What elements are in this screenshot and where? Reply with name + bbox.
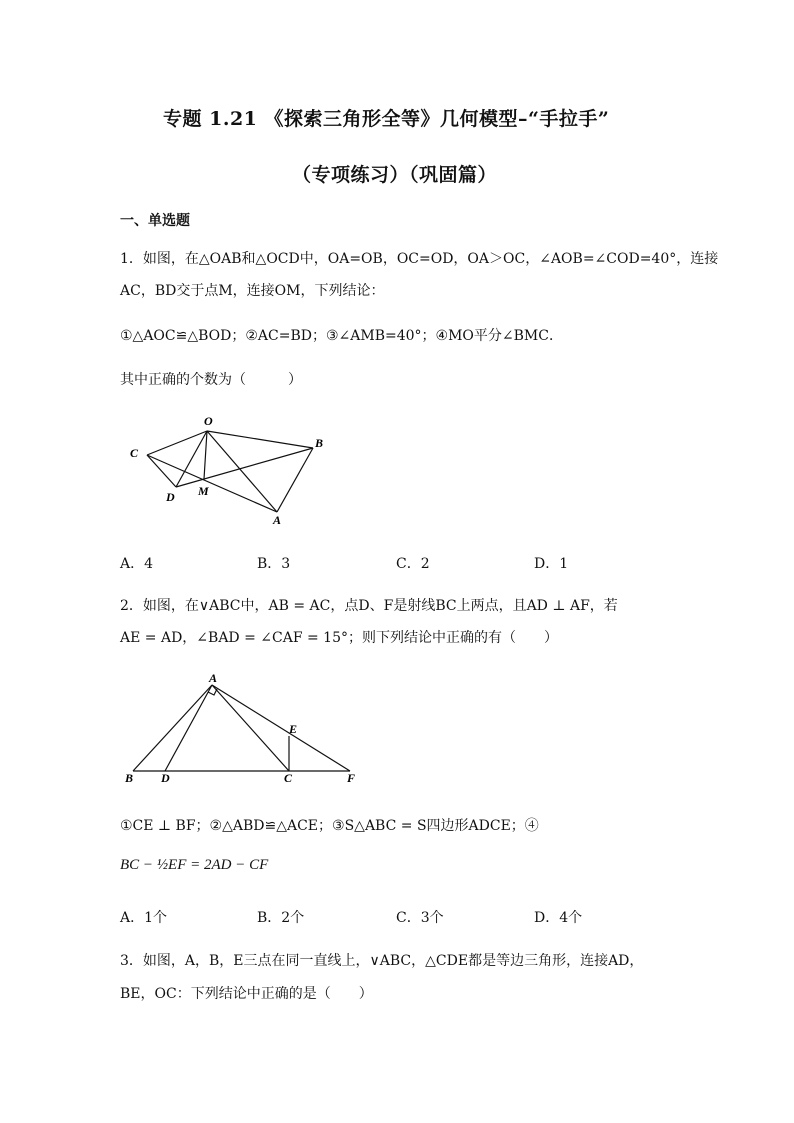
q2-conclusions-line1: ①CE ⊥ BF；②△ABD≌△ACE；③S△ABC = S四边形ADCE；④ (120, 818, 539, 834)
q2-option-d[interactable]: D．4个 (534, 910, 583, 926)
q2-conclusions-line2: BC − ½EF = 2AD − CF (120, 857, 269, 873)
q1-option-a[interactable]: A．4 (120, 556, 154, 572)
q3-line2: BE，OC：下列结论中正确的是（ ） (120, 986, 373, 1002)
label-C: C (284, 771, 293, 785)
q3-line1: 3．如图，A，B，E三点在同一直线上，∨ABC，△CDE都是等边三角形，连接AD， (120, 953, 644, 969)
segment-BD (176, 448, 313, 487)
label-A: A (209, 671, 218, 685)
segment-OA (207, 431, 277, 512)
q2-option-a[interactable]: A．1个 (120, 910, 168, 926)
q1-conclusions: ①△AOC≌△BOD；②AC=BD；③∠AMB=40°；④MO平分∠BMC． (120, 328, 563, 344)
label-O: O (204, 414, 213, 428)
q2-line1: 2．如图，在∨ABC中，AB = AC，点D、F是射线BC上两点，且AD ⊥ AF，若 (120, 598, 618, 614)
segment-OD (176, 431, 207, 487)
page-title: 专题 1.21 《探索三角形全等》几何模型–“手拉手” (163, 108, 610, 130)
q2-option-c[interactable]: C．3个 (396, 910, 444, 926)
section-heading: 一、单选题 (120, 213, 190, 229)
label-D: D (161, 771, 170, 785)
q1-option-b[interactable]: B．3 (257, 556, 291, 572)
segment-OC (147, 431, 207, 455)
segment-OM (204, 431, 207, 479)
label-E: E (289, 722, 298, 736)
segment-AC (212, 685, 289, 771)
q1-option-d[interactable]: D．1 (534, 556, 569, 572)
q1-line1: 1．如图，在△OAB和△OCD中，OA=OB，OC=OD，OA＞OC，∠AOB=∠COD=40°，连接 (120, 251, 719, 267)
segment-OB (207, 431, 313, 448)
segment-AB (277, 448, 313, 512)
segment-CD (147, 455, 176, 487)
label-C: C (130, 446, 139, 460)
label-A: A (273, 513, 282, 527)
label-B: B (125, 771, 134, 785)
q1-figure (120, 405, 350, 535)
q1-line2: AC，BD交于点M，连接OM，下列结论： (120, 283, 385, 299)
q2-figure (118, 670, 368, 790)
q2-option-b[interactable]: B．2个 (257, 910, 305, 926)
segment-AF (212, 685, 350, 771)
page-subtitle: （专项练习）（巩固篇） (292, 164, 498, 186)
label-M: M (198, 484, 209, 498)
label-B: B (315, 436, 324, 450)
q2-line2: AE = AD，∠BAD = ∠CAF = 15°；则下列结论中正确的有（ ） (120, 630, 558, 646)
q1-question: 其中正确的个数为（ ） (120, 372, 302, 388)
label-F: F (347, 771, 356, 785)
label-D: D (166, 490, 175, 504)
q1-option-c[interactable]: C．2 (396, 556, 430, 572)
